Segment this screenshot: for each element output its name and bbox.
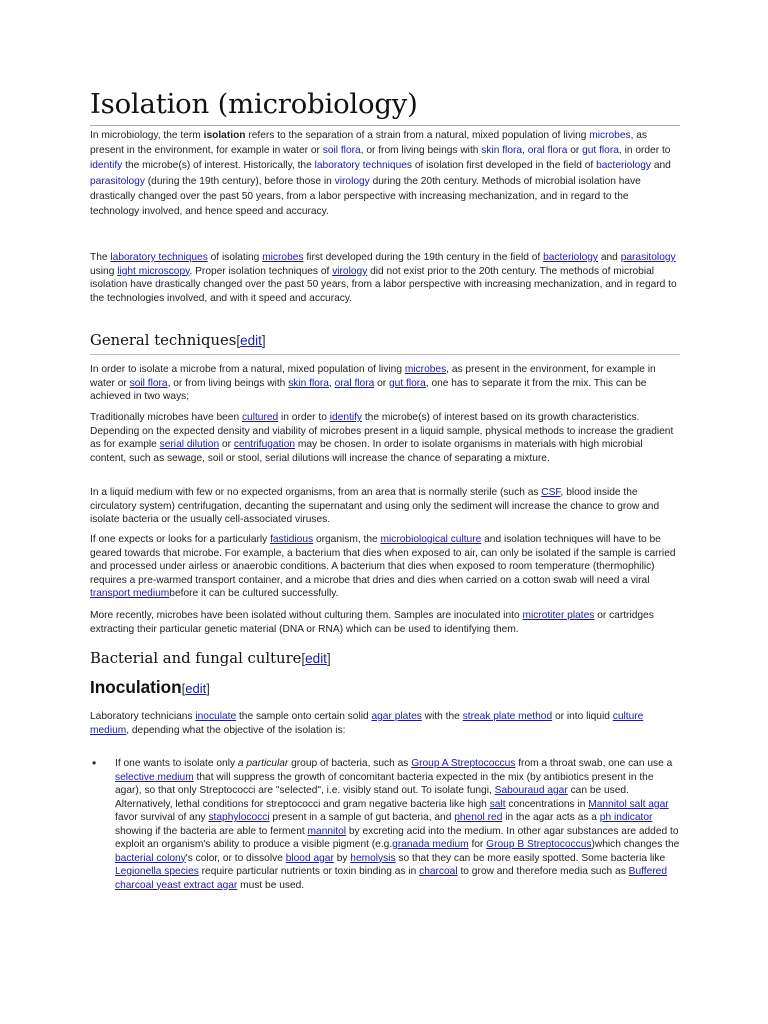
text-run: or cartridges extracting their particular genetic material (DNA or RNA) which can be used to identifying them. xyxy=(90,610,654,635)
text-run: In order to isolate a microbe from a natural, mixed population of living xyxy=(90,364,405,375)
link-identify[interactable]: identify xyxy=(90,160,123,172)
list-bullet: • xyxy=(92,756,97,770)
text-run: , xyxy=(522,145,528,157)
edit-link-general-techniques[interactable]: edit xyxy=(240,333,262,348)
link-salt[interactable]: salt xyxy=(489,798,506,810)
intro-paragraph xyxy=(90,128,680,219)
link-ph-indicator[interactable]: ph indicator xyxy=(599,812,653,823)
text-run: Traditionally microbes have been xyxy=(90,412,242,423)
text-run: with the xyxy=(421,711,463,722)
text-run: , blood inside the circulatory system) centrifugation, decanting the supernatant and using only the sediment will increase the chance to grow and isolate bacteria or the usually cell-associated viruses. xyxy=(90,487,660,525)
text-run: If one wants to isolate only xyxy=(115,758,238,769)
text-run: , depending what the objective of the isolation is: xyxy=(126,724,346,736)
link-bacteriology[interactable]: bacteriology xyxy=(543,252,599,263)
link-bacterial-colony[interactable]: bacterial colony xyxy=(115,852,186,864)
text-run: , or from living beings with xyxy=(360,145,482,157)
text-run: , xyxy=(328,377,335,389)
edit-bracket-close: ] xyxy=(206,681,210,696)
link-inoculate[interactable]: inoculate xyxy=(195,711,237,722)
text-run: present in a sample of gut bacteria, and xyxy=(269,812,455,823)
text-run: so that they can be more easily spotted. Some bacteria like xyxy=(395,852,666,864)
link-blood-agar[interactable]: blood agar xyxy=(285,852,334,864)
text-run: concentrations in xyxy=(505,798,589,810)
text-run: the sample onto certain solid xyxy=(236,711,372,722)
bold-term: isolation xyxy=(203,130,246,141)
link-charcoal[interactable]: charcoal xyxy=(419,866,458,877)
title-divider xyxy=(90,125,680,126)
link-identify[interactable]: identify xyxy=(329,412,363,423)
inoculation-paragraph xyxy=(90,710,680,737)
link-mannitol[interactable]: mannitol xyxy=(307,825,347,837)
text-run: in the agar acts as a xyxy=(502,812,600,823)
text-run: and isolation techniques will have to be geared towards that microbe. For example, a bacterium that dies when exposed to air, can only be isolated if the sample is carried and processed under airless or anaerobic conditions. A bacterium that dies when exposed to room temperature (thermophilic) requires a pre-warmed transport container, and a microbe that dries and dies when carried on a cotton swab will need a viral xyxy=(90,534,676,586)
text-run: or xyxy=(374,377,389,389)
link-transport-medium[interactable]: transport medium xyxy=(90,588,170,599)
edit-bracket-close: ] xyxy=(261,333,266,348)
link-parasitology[interactable]: parasitology xyxy=(90,175,145,187)
text-run: by xyxy=(333,852,351,864)
link-laboratory-techniques[interactable]: laboratory techniques xyxy=(110,252,208,263)
text-run: by excreting acid into the medium. In other agar substances are added to exploit an organism's ability to produce a visible pigment (e.g. xyxy=(115,825,679,850)
link-skin-flora[interactable]: skin flora xyxy=(288,377,329,389)
link-culture-medium[interactable]: culture medium xyxy=(90,711,644,736)
text-run: must be used. xyxy=(237,879,305,891)
text-run: )which changes the xyxy=(591,839,680,850)
link-skin-flora[interactable]: skin flora xyxy=(481,145,523,157)
link-microbes[interactable]: microbes xyxy=(262,252,304,263)
link-cultured[interactable]: cultured xyxy=(241,412,279,423)
link-microbes[interactable]: microbes xyxy=(404,364,447,375)
text-run: . Proper isolation techniques of xyxy=(189,265,333,277)
subsection-heading-inoculation xyxy=(90,677,210,698)
text-run: in order to xyxy=(278,412,330,423)
text-run: , in order to xyxy=(618,145,671,157)
text-run: showing if the bacteria are able to ferment xyxy=(115,825,308,837)
link-selective-medium[interactable]: selective medium xyxy=(115,771,194,783)
general-paragraph-5 xyxy=(90,609,680,636)
link-virology[interactable]: virology xyxy=(332,265,368,277)
link-buffered-charcoal-yeast-extract-agar[interactable]: Buffered charcoal yeast extract agar xyxy=(115,866,667,891)
link-centrifugation[interactable]: centrifugation xyxy=(233,439,296,450)
link-granada-medium[interactable]: granada medium xyxy=(392,839,469,850)
text-run: 's color, or to dissolve xyxy=(185,852,286,864)
text-run: More recently, microbes have been isolated without culturing them. Samples are inoculated into xyxy=(90,610,523,621)
text-run: If one expects or looks for a particularly xyxy=(90,534,271,545)
link-mannitol-salt-agar[interactable]: Mannitol salt agar xyxy=(588,798,669,810)
link-laboratory-techniques[interactable]: laboratory techniques xyxy=(314,160,413,172)
section-heading-general-techniques xyxy=(90,332,266,349)
section-heading-bacterial-fungal-culture xyxy=(90,650,331,667)
text-run: , one has to separate it from the mix. This can be achieved in two ways; xyxy=(90,377,647,402)
link-microbiological-culture[interactable]: microbiological culture xyxy=(380,534,482,545)
text-run: favor survival of any xyxy=(115,812,209,823)
section-heading-text: General techniques xyxy=(90,332,237,349)
text-run: Laboratory technicians xyxy=(90,711,196,722)
link-gut-flora[interactable]: gut flora xyxy=(389,377,426,389)
text-run: The xyxy=(90,252,111,263)
link-serial-dilution[interactable]: serial dilution xyxy=(159,439,220,450)
text-run: did not exist prior to the 20th century. The methods of microbial isolation have drastically changed over the past 50 years, from a labor perspective with increasing mechanization, and in regard to the technologies involved, and with it speed and accuracy. xyxy=(90,265,677,304)
text-run: , as present in the environment, for example in water or xyxy=(90,130,647,157)
link-staphylococci[interactable]: staphylococci xyxy=(208,812,270,823)
link-phenol-red[interactable]: phenol red xyxy=(454,812,503,823)
general-paragraph-4 xyxy=(90,533,680,601)
link-oral-flora[interactable]: oral flora xyxy=(527,145,568,157)
text-run: of isolating xyxy=(207,252,263,263)
text-run: may be chosen. In order to isolate organisms in materials with high microbial content, such as sewage, soil or stool, serial dilutions will increase the chance of separating a mixture. xyxy=(90,439,643,464)
list-item xyxy=(115,757,680,892)
text-run: and xyxy=(651,160,671,172)
section-divider xyxy=(90,354,680,355)
text-run: the microbe(s) of interest based on its growth characteristics. Depending on the expected density and viability of microbes present in a liquid sample, physical methods to increase the gradient as for example xyxy=(90,412,674,450)
text-run: , as present in the environment, for example in water or xyxy=(90,364,656,389)
lead-paragraph-2 xyxy=(90,251,680,305)
text-run: , or from living beings with xyxy=(167,377,289,389)
text-run: of isolation first developed in the field of xyxy=(412,160,597,172)
text-run: to grow and therefore media such as xyxy=(457,866,629,877)
link-light-microscopy[interactable]: light microscopy xyxy=(117,265,190,277)
text-run: from a throat swab, one can use a xyxy=(515,758,673,769)
link-microtiter-plates[interactable]: microtiter plates xyxy=(522,610,595,621)
link-group-a-streptococcus[interactable]: Group A Streptococcus xyxy=(411,758,516,769)
text-run: group of bacteria, such as xyxy=(288,758,412,769)
text-run: In microbiology, the term xyxy=(90,130,204,141)
link-microbes[interactable]: microbes xyxy=(589,130,631,141)
link-streak-plate-method[interactable]: streak plate method xyxy=(462,711,553,722)
text-run: the microbe(s) of interest. Historically, the xyxy=(122,160,315,172)
link-gut-flora[interactable]: gut flora xyxy=(582,145,619,157)
general-paragraph-2 xyxy=(90,411,680,465)
link-hemolysis[interactable]: hemolysis xyxy=(350,852,396,864)
subsection-heading-text: Inoculation xyxy=(90,677,182,697)
link-bacteriology[interactable]: bacteriology xyxy=(596,160,652,172)
link-csf[interactable]: CSF xyxy=(541,487,561,498)
link-virology[interactable]: virology xyxy=(334,175,370,187)
page-title: Isolation (microbiology) xyxy=(90,88,418,120)
general-paragraph-3 xyxy=(90,486,680,527)
text-run: that will suppress the growth of concomitant bacteria expected in the mix (by antibiotics present in the agar), so that only Streptococci are "selected", i.e. visibly stand out. To isolate fungi, xyxy=(115,771,654,796)
edit-link-inoculation[interactable]: edit xyxy=(185,681,207,696)
text-run: for xyxy=(468,839,487,850)
general-paragraph-1 xyxy=(90,363,680,404)
link-soil-flora[interactable]: soil flora xyxy=(129,377,168,389)
link-group-b-streptococcus[interactable]: Group B Streptococcus xyxy=(486,839,592,850)
italic-text: a particular xyxy=(237,758,289,769)
text-run: using xyxy=(90,265,118,277)
text-run: can be used. Alternatively, lethal conditions for streptococci and gram negative bacteria like high xyxy=(115,785,629,810)
text-run: refers to the separation of a strain from a natural, mixed population of living xyxy=(245,130,590,141)
text-run: first developed during the 19th century in the field of xyxy=(303,252,544,263)
text-run: or into liquid xyxy=(552,711,613,722)
text-run: or xyxy=(219,439,234,450)
link-sabouraud-agar[interactable]: Sabouraud agar xyxy=(494,785,568,796)
link-legionella-species[interactable]: Legionella species xyxy=(115,866,199,877)
text-run: In a liquid medium with few or no expected organisms, from an area that is normally sterile (such as xyxy=(90,487,542,498)
edit-bracket-open: [ xyxy=(301,651,306,666)
text-run: or xyxy=(567,145,583,157)
text-run: during the 20th century. Methods of microbial isolation have drastically changed over the past 50 years, from a labor perspective with increasing mechanization, and in regard to the technology involved, and hence speed and accuracy. xyxy=(90,175,641,218)
link-fastidious[interactable]: fastidious xyxy=(270,534,314,545)
link-soil-flora[interactable]: soil flora xyxy=(322,145,361,157)
link-oral-flora[interactable]: oral flora xyxy=(334,377,375,389)
text-run: (during the 19th century), before those in xyxy=(144,175,335,187)
edit-bracket-close: ] xyxy=(326,651,331,666)
edit-link-bacterial-fungal-culture[interactable]: edit xyxy=(305,651,327,666)
text-run: before it can be cultured successfully. xyxy=(169,588,339,599)
text-run: organism, the xyxy=(313,534,381,545)
link-agar-plates[interactable]: agar plates xyxy=(371,711,422,722)
section-heading-text: Bacterial and fungal culture xyxy=(90,650,302,667)
text-run: and xyxy=(598,252,621,263)
edit-bracket-open: [ xyxy=(236,333,241,348)
link-parasitology[interactable]: parasitology xyxy=(620,252,676,263)
text-run: require particular nutrients or toxin binding as in xyxy=(198,866,420,877)
edit-bracket-open: [ xyxy=(181,681,186,696)
